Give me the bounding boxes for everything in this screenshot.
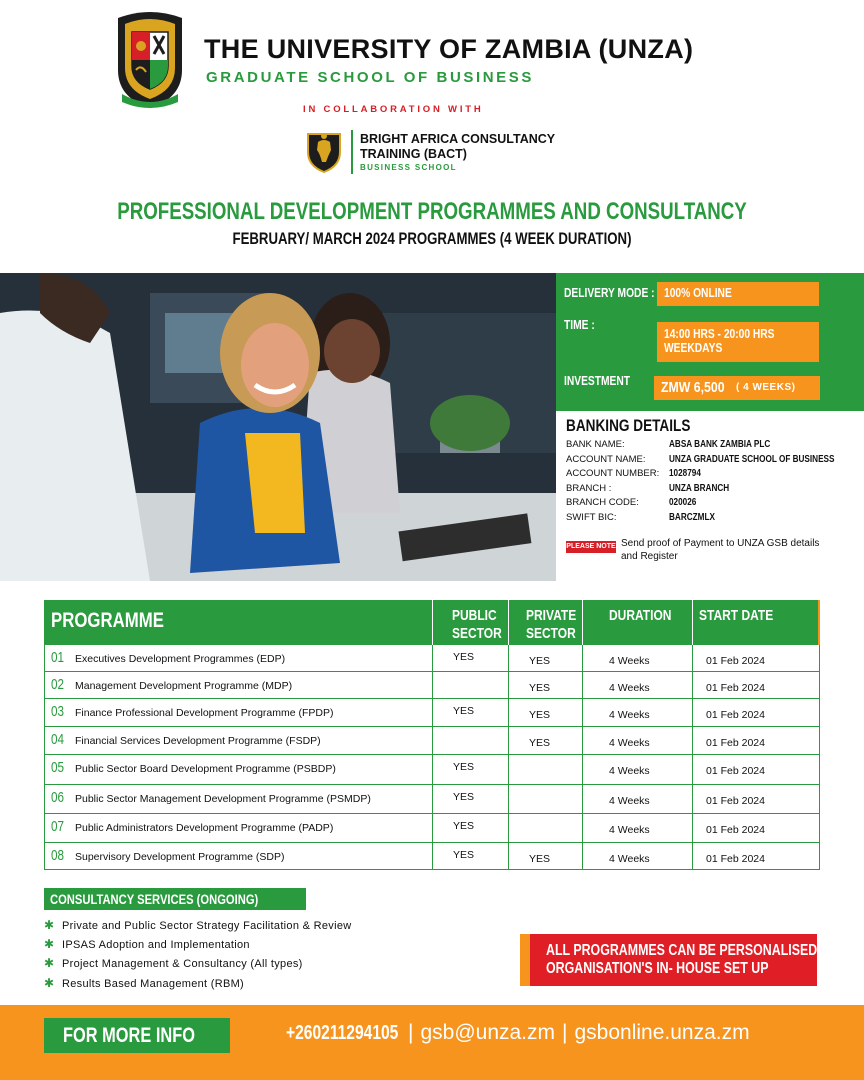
duration-cell: 4 Weeks [582, 785, 692, 813]
bank-row: ACCOUNT NUMBER: 1028794 [566, 467, 701, 479]
private-sector-cell: YES [508, 699, 582, 726]
public-sector-cell: YES [432, 814, 508, 842]
header-programme: PROGRAMME [51, 609, 164, 632]
delivery-mode-label: DELIVERY MODE : [564, 286, 655, 300]
partner-divider [351, 130, 353, 174]
duration-cell: 4 Weeks [582, 699, 692, 726]
public-sector-cell: YES [432, 645, 508, 671]
phone-number[interactable]: +260211294105 [286, 1022, 399, 1044]
bank-row: BANK NAME: ABSA BANK ZAMBIA PLC [566, 438, 771, 450]
programme-name: Executives Development Programmes (EDP) [75, 653, 286, 665]
personalisation-banner: ALL PROGRAMMES CAN BE PERSONALISED TO ORGANISATION'S IN- HOUSE SET UP [520, 934, 817, 986]
start-date-cell: 01 Feb 2024 [692, 785, 820, 813]
list-item: ✱ IPSAS Adoption and Implementation [44, 937, 250, 951]
duration-cell: 4 Weeks [582, 814, 692, 842]
programmes-table [44, 600, 820, 870]
partner-subtitle: BUSINESS SCHOOL [360, 163, 457, 172]
list-item: ✱ Project Management & Consultancy (All types) [44, 956, 303, 970]
collaboration-label: IN COLLABORATION WITH [303, 104, 484, 115]
programme-name: Management Development Programme (MDP) [75, 680, 293, 692]
consultancy-title: CONSULTANCY SERVICES (ONGOING) [44, 888, 306, 910]
list-item: ✱ Results Based Management (RBM) [44, 976, 245, 990]
list-item: ✱ Private and Public Sector Strategy Facilitation & Review [44, 918, 352, 932]
public-sector-cell [432, 672, 508, 698]
duration-cell: 4 Weeks [582, 843, 692, 869]
table-body [44, 645, 820, 870]
banking-title: BANKING DETAILS [566, 416, 691, 435]
private-sector-cell [508, 755, 582, 784]
table-row [44, 699, 820, 727]
duration-cell: 4 Weeks [582, 727, 692, 754]
row-number: 04 [51, 731, 65, 748]
programme-cell [44, 755, 432, 784]
duration-cell: 4 Weeks [582, 672, 692, 698]
private-sector-cell: YES [508, 672, 582, 698]
bank-row: ACCOUNT NAME: UNZA GRADUATE SCHOOL OF BUSINESS [566, 453, 835, 465]
website-link[interactable]: gsbonline.unza.zm [574, 1021, 750, 1044]
programme-name: Finance Professional Development Programme (FPDP) [75, 707, 334, 719]
header-private-sector: PRIVATE SECTOR [508, 600, 582, 645]
private-sector-cell [508, 785, 582, 813]
asterisk-icon: ✱ [44, 956, 55, 970]
table-row [44, 785, 820, 814]
programme-name: Public Sector Management Development Programme (PSMDP) [75, 793, 371, 805]
programme-cell [44, 699, 432, 726]
page-title: PROFESSIONAL DEVELOPMENT PROGRAMMES AND CONSULTANCY [117, 198, 747, 225]
private-sector-cell: YES [508, 645, 582, 671]
unza-crest-logo [112, 10, 188, 110]
header-start-date: START DATE [692, 600, 820, 645]
start-date-cell: 01 Feb 2024 [692, 699, 820, 726]
separator: | [562, 1021, 568, 1044]
programme-name: Public Sector Board Development Programme (PSBDP) [75, 763, 336, 775]
table-row [44, 843, 820, 870]
table-row [44, 672, 820, 699]
asterisk-icon: ✱ [44, 976, 55, 990]
programme-cell [44, 727, 432, 754]
private-sector-cell [508, 814, 582, 842]
partner-name: BRIGHT AFRICA CONSULTANCY TRAINING (BACT) [360, 132, 556, 161]
start-date-cell: 01 Feb 2024 [692, 645, 820, 671]
bank-row: SWIFT BIC: BARCZMLX [566, 511, 715, 523]
bank-row: BRANCH : UNZA BRANCH [566, 482, 730, 494]
delivery-mode-value: 100% ONLINE [657, 282, 819, 306]
investment-label: INVESTMENT [564, 374, 631, 388]
please-note-badge: PLEASE NOTE [566, 541, 616, 553]
table-row [44, 727, 820, 755]
more-info-label: FOR MORE INFO [44, 1018, 230, 1053]
public-sector-cell: YES [432, 755, 508, 784]
separator: | [408, 1021, 414, 1044]
start-date-cell: 01 Feb 2024 [692, 755, 820, 784]
programme-name: Public Administrators Development Programme (PADP) [75, 822, 334, 834]
investment-value: ZMW 6,500 ( 4 WEEKS) [654, 376, 820, 400]
private-sector-cell: YES [508, 843, 582, 869]
bact-shield-logo [304, 130, 344, 174]
table-row [44, 814, 820, 843]
public-sector-cell: YES [432, 785, 508, 813]
programme-cell [44, 843, 432, 869]
duration-cell: 4 Weeks [582, 755, 692, 784]
public-sector-cell [432, 727, 508, 754]
programme-cell [44, 645, 432, 671]
duration-cell: 4 Weeks [582, 645, 692, 671]
programme-name: Financial Services Development Programme (FSDP) [75, 735, 321, 747]
investment-period: ( 4 WEEKS) [736, 382, 796, 393]
row-number: 05 [51, 759, 65, 776]
row-number: 08 [51, 847, 65, 864]
office-photo [0, 273, 556, 581]
row-number: 06 [51, 789, 65, 806]
header-duration: DURATION [582, 600, 692, 645]
page-subtitle: FEBRUARY/ MARCH 2024 PROGRAMMES (4 WEEK DURATION) [232, 230, 632, 248]
table-row [44, 755, 820, 785]
bank-row: BRANCH CODE: 020026 [566, 496, 697, 508]
start-date-cell: 01 Feb 2024 [692, 672, 820, 698]
header-public-sector: PUBLIC SECTOR [432, 600, 508, 645]
payment-note: Send proof of Payment to UNZA GSB details and Register [621, 538, 820, 562]
row-number: 03 [51, 703, 65, 720]
start-date-cell: 01 Feb 2024 [692, 814, 820, 842]
programme-cell [44, 814, 432, 842]
asterisk-icon: ✱ [44, 937, 55, 951]
contact-details [286, 1021, 750, 1045]
row-number: 02 [51, 676, 65, 693]
start-date-cell: 01 Feb 2024 [692, 727, 820, 754]
table-row [44, 645, 820, 672]
public-sector-cell: YES [432, 843, 508, 869]
university-name: THE UNIVERSITY OF ZAMBIA (UNZA) [204, 34, 694, 64]
time-value: 14:00 HRS - 20:00 HRS WEEKDAYS [657, 322, 819, 362]
programme-name: Supervisory Development Programme (SDP) [75, 851, 285, 863]
row-number: 01 [51, 649, 65, 666]
public-sector-cell: YES [432, 699, 508, 726]
time-label: TIME : [564, 318, 595, 332]
private-sector-cell: YES [508, 727, 582, 754]
table-header [44, 600, 820, 645]
school-name: GRADUATE SCHOOL OF BUSINESS [206, 69, 534, 86]
asterisk-icon: ✱ [44, 918, 55, 932]
row-number: 07 [51, 818, 65, 835]
start-date-cell: 01 Feb 2024 [692, 843, 820, 869]
email-link[interactable]: gsb@unza.zm [420, 1021, 556, 1044]
programme-cell [44, 672, 432, 698]
programme-cell [44, 785, 432, 813]
